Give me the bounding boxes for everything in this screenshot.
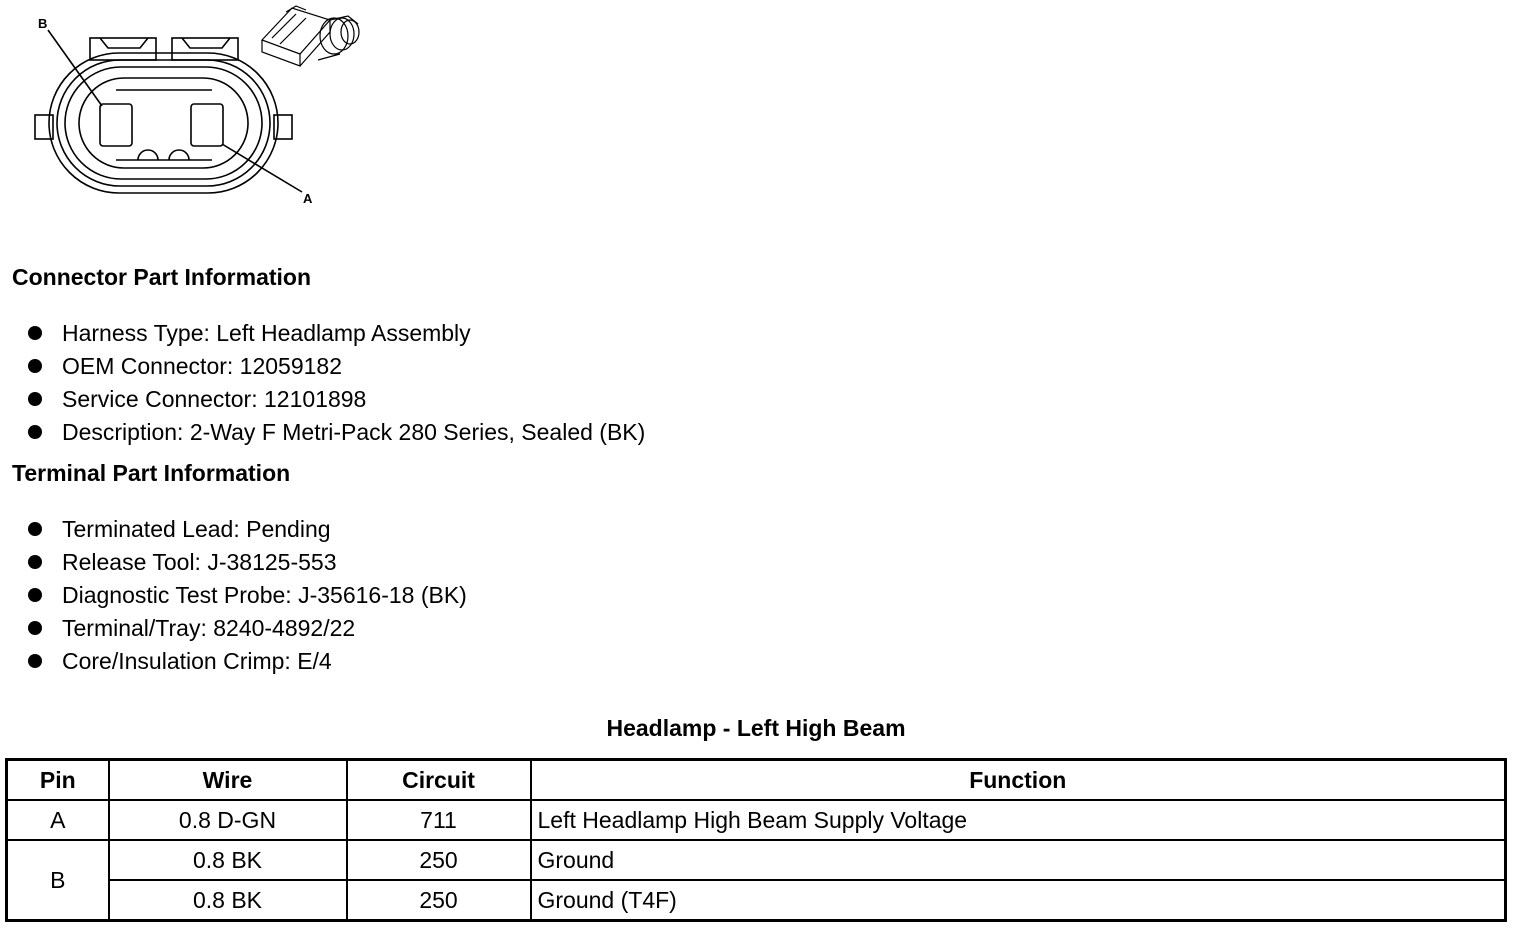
list-item: Service Connector: 12101898: [28, 382, 645, 415]
pin-label-a: A: [303, 191, 313, 206]
pin-cell: B: [7, 840, 109, 921]
bullet-icon: [28, 392, 42, 406]
column-header-circuit: Circuit: [347, 760, 531, 801]
wire-cell: 0.8 BK: [109, 840, 347, 880]
pin-label-b: B: [38, 16, 48, 31]
table-title: Headlamp - Left High Beam: [606, 715, 906, 741]
list-item: Description: 2-Way F Metri-Pack 280 Series, Sealed (BK): [28, 415, 645, 448]
bullet-icon: [28, 425, 42, 439]
pin-cell: A: [7, 800, 109, 840]
bullet-icon: [28, 326, 42, 340]
pin-table: [5, 758, 1507, 922]
terminal-part-info-list: [28, 512, 467, 677]
terminal-part-info-heading: Terminal Part Information: [12, 460, 291, 486]
list-item: Diagnostic Test Probe: J-35616-18 (BK): [28, 578, 467, 611]
bullet-icon: [28, 654, 42, 668]
table-header-row: [7, 760, 1506, 801]
column-header-wire: Wire: [109, 760, 347, 801]
list-item: Release Tool: J-38125-553: [28, 545, 467, 578]
bullet-icon: [28, 621, 42, 635]
list-item: Core/Insulation Crimp: E/4: [28, 644, 467, 677]
housing-ring-3: [65, 67, 262, 179]
wire-cell: 0.8 BK: [109, 880, 347, 921]
connector-diagram: [0, 0, 380, 215]
circuit-cell: 250: [347, 880, 531, 921]
circuit-cell: 250: [347, 840, 531, 880]
cavity-a: [191, 104, 223, 146]
list-item: OEM Connector: 12059182: [28, 349, 645, 382]
connector-thumbnail: [262, 6, 359, 66]
bullet-icon: [28, 555, 42, 569]
bullet-icon: [28, 359, 42, 373]
table-row: [7, 800, 1506, 840]
connector-part-info-heading: Connector Part Information: [12, 264, 312, 290]
function-cell: Left Headlamp High Beam Supply Voltage: [531, 800, 1506, 840]
housing-ring-2: [57, 60, 270, 186]
column-header-function: Function: [531, 760, 1506, 801]
column-header-pin: Pin: [7, 760, 109, 801]
function-cell: Ground (T4F): [531, 880, 1506, 921]
circuit-cell: 711: [347, 800, 531, 840]
function-cell: Ground: [531, 840, 1506, 880]
cavity-b: [100, 104, 132, 146]
table-row: [7, 840, 1506, 880]
connector-part-info-list: [28, 316, 645, 448]
table-row: [7, 880, 1506, 921]
list-item: Terminated Lead: Pending: [28, 512, 467, 545]
wire-cell: 0.8 D-GN: [109, 800, 347, 840]
list-item: Terminal/Tray: 8240-4892/22: [28, 611, 467, 644]
bullet-icon: [28, 588, 42, 602]
list-item: Harness Type: Left Headlamp Assembly: [28, 316, 645, 349]
housing-outer: [49, 53, 278, 193]
bullet-icon: [28, 522, 42, 536]
